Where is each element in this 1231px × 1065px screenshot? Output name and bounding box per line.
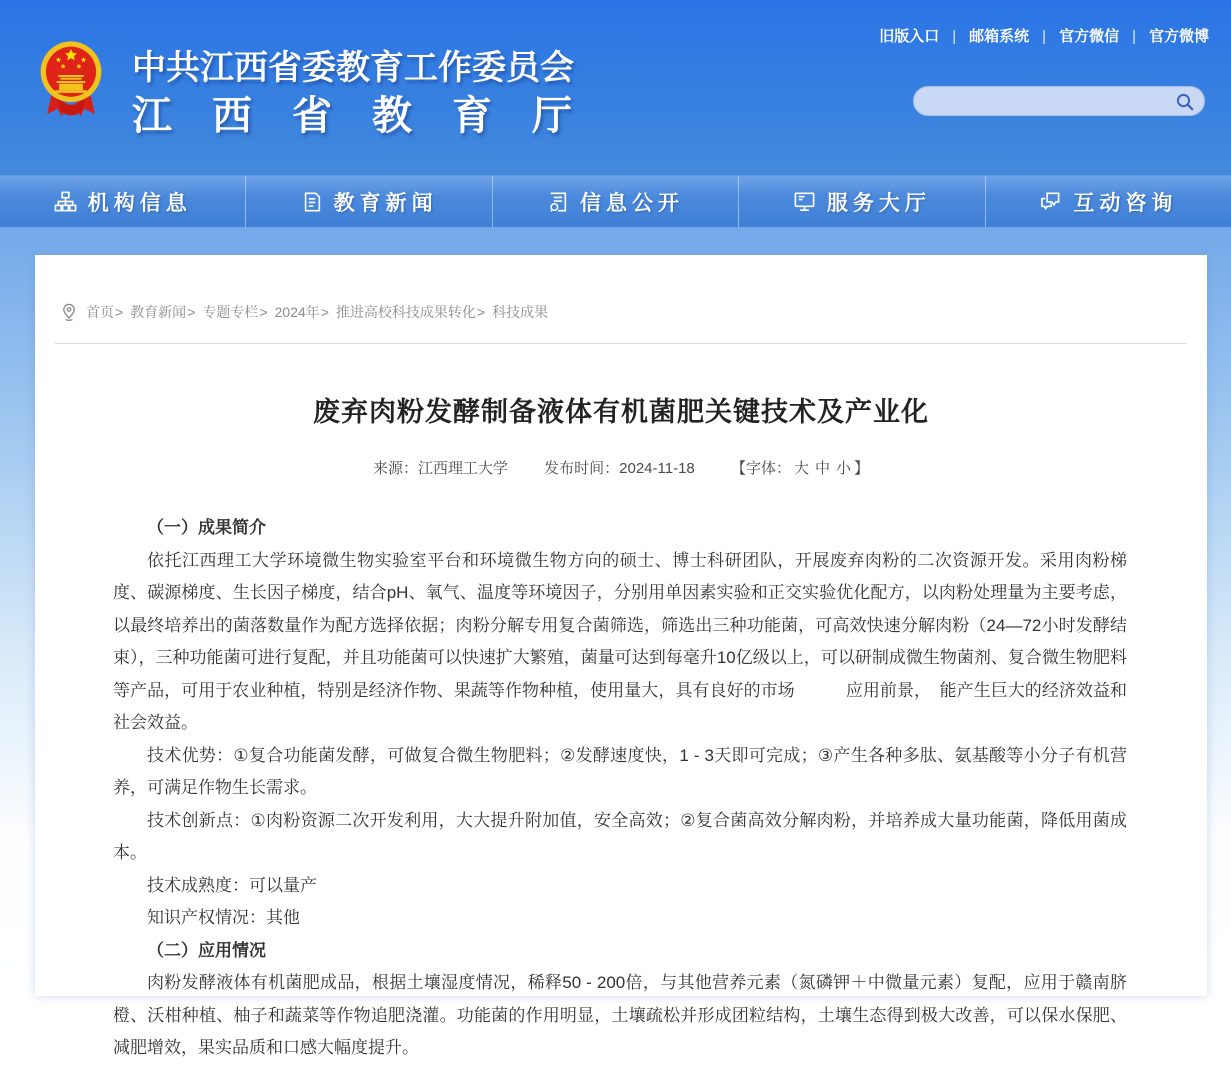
nav-item-label: 互动咨询	[1073, 191, 1178, 215]
nav-item-org-info[interactable]	[0, 176, 246, 227]
article-body	[113, 512, 1127, 1065]
nav-item-info-disclosure[interactable]	[493, 176, 739, 227]
font-size-label-close: 】	[854, 460, 870, 477]
section-heading-achievement-intro: （一）成果简介	[147, 518, 266, 537]
breadcrumb-divider	[55, 343, 1187, 344]
article-paragraph: 技术创新点：①肉粉资源二次开发利用，大大提升附加值，安全高效；②复合菌高效分解肉粉，并培养成大量功能菌，降低用菌成本。	[113, 810, 1127, 862]
link-official-weibo[interactable]: 官方微博	[1148, 28, 1209, 45]
link-mail-system[interactable]: 邮箱系统	[969, 28, 1030, 45]
national-emblem-logo	[38, 36, 104, 126]
search-icon[interactable]	[1175, 92, 1195, 112]
nav-item-label: 教育新闻	[333, 191, 438, 215]
breadcrumb-item-home[interactable]: 首页	[86, 304, 114, 320]
content-card	[35, 255, 1207, 1057]
news-document-icon	[301, 191, 323, 213]
nav-item-label: 服务大厅	[826, 191, 931, 215]
monitor-icon	[793, 190, 816, 213]
info-document-icon	[547, 191, 569, 213]
org-title-department: 江 西 省 教 育 厅	[132, 94, 572, 138]
breadcrumb-item-tech-achievements[interactable]: 科技成果	[492, 304, 549, 320]
nav-item-label: 信息公开	[580, 191, 685, 215]
article-pubdate: 发布时间：2024-11-18	[544, 460, 695, 477]
link-separator: |	[952, 28, 957, 45]
breadcrumb-item-special-columns[interactable]: 专题专栏	[202, 304, 259, 320]
nav-item-label: 机构信息	[87, 191, 192, 215]
breadcrumb-separator: >	[476, 304, 486, 320]
article-paragraph: 知识产权情况：其他	[147, 908, 300, 927]
breadcrumb-item-2024[interactable]: 2024年	[274, 304, 320, 320]
main-navbar	[0, 175, 1231, 227]
font-size-medium-button[interactable]: 中	[814, 460, 830, 477]
breadcrumb-item-education-news[interactable]: 教育新闻	[130, 304, 187, 320]
article-meta	[35, 457, 1207, 478]
font-size-label-open: 【字体：	[730, 460, 791, 477]
section-heading-application: （二）应用情况	[147, 940, 266, 960]
link-official-wechat[interactable]: 官方微信	[1059, 28, 1120, 45]
font-size-large-button[interactable]: 大	[793, 460, 809, 477]
breadcrumb-separator: >	[115, 304, 124, 320]
nav-item-education-news[interactable]	[246, 176, 492, 227]
breadcrumb-separator: >	[259, 304, 268, 320]
breadcrumb-separator: >	[320, 304, 329, 320]
link-separator: |	[1042, 28, 1047, 45]
link-separator: |	[1132, 28, 1136, 45]
nav-item-interaction[interactable]	[986, 176, 1231, 227]
breadcrumb	[35, 255, 1207, 322]
article-paragraph: 肉粉发酵液体有机菌肥成品，根据土壤湿度情况，稀释50 - 200倍，与其他营养元素（氮磷钾＋中微量元素）复配，应用于赣南脐橙、沃柑种植、柚子和蔬菜等作物追肥浇灌。功能菌的作用明显，土壤疏松并形成团粒结构，土壤生态得到极大改善，可以保水保肥、减肥增效，果实品质和口感大幅度提升。	[113, 973, 1127, 1057]
breadcrumb-item-achievement-transform[interactable]: 推进高校科技成果转化	[335, 304, 476, 320]
article-paragraph: 技术优势：①复合功能菌发酵，可做复合微生物肥料；②发酵速度快，1 - 3天即可完成；③产生各种多肽、氨基酸等小分子有机营养，可满足作物生长需求。	[113, 745, 1127, 797]
search-input[interactable]	[928, 89, 1168, 113]
search-box[interactable]	[913, 86, 1205, 116]
site-header	[0, 0, 1231, 175]
article-paragraph: 依托江西理工大学环境微生物实验室平台和环境微生物方向的硕士、博士科研团队，开展废弃肉粉的二次资源开发。采用肉粉梯度、碳源梯度、生长因子梯度，结合pH、氧气、温度等环境因子，分别用单因素实验和正交实验优化配方，以肉粉处理量为主要考虑，以最终培养出的菌落数量作为配方选择依据；肉粉分解专用复合菌筛选，筛选出三种功能菌，可高效快速分解肉粉（24—72小时发酵结束），三种功能菌可进行复配，并且功能菌可以快速扩大繁殖，菌量可达到每毫升10亿级以上，可以研制成微生物菌剂、复合微生物肥料等产品，可用于农业种植，特别是经济作物、果蔬等作物种植，使用量大，具有良好的市场 应用前景， 能产生巨大的经济效益和社会效益。	[113, 550, 1127, 732]
page-background	[0, 227, 1231, 1057]
article-paragraph: 技术成熟度：可以量产	[147, 875, 317, 895]
link-old-version[interactable]: 旧版入口	[879, 28, 940, 45]
article-title: 废弃肉粉发酵制备液体有机菌肥关键技术及产业化	[313, 397, 929, 427]
article-source: 来源：江西理工大学	[372, 460, 508, 477]
chat-bubbles-icon	[1039, 190, 1062, 213]
nav-item-service-hall[interactable]	[739, 176, 985, 227]
font-size-control	[731, 460, 869, 477]
font-size-small-button[interactable]: 小	[836, 460, 852, 477]
org-chart-icon	[54, 190, 77, 213]
org-title-committee: 中共江西省委教育工作委员会	[132, 49, 574, 87]
header-top-links	[879, 25, 1209, 46]
location-pin-icon	[61, 303, 77, 321]
breadcrumb-separator: >	[187, 304, 196, 320]
